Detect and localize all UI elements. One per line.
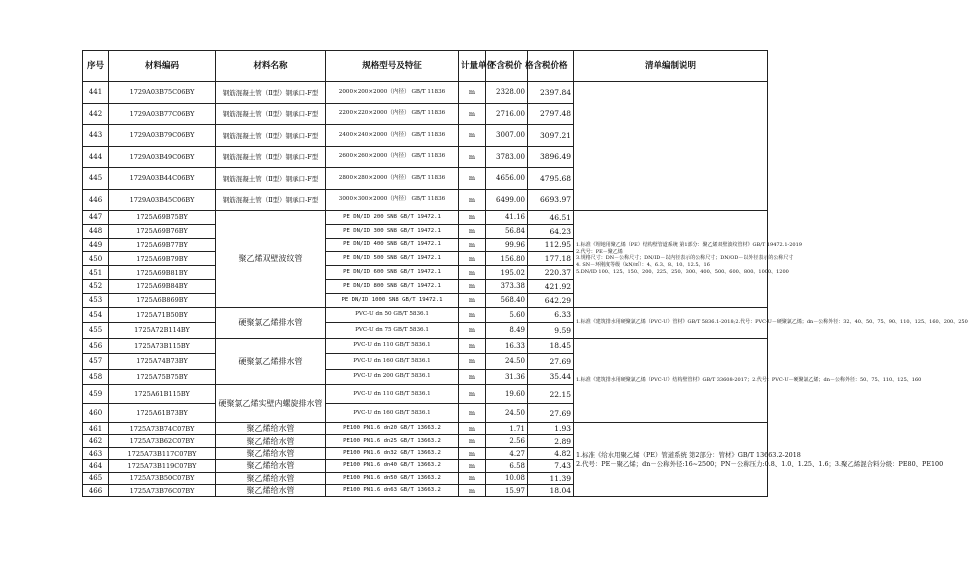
cell-unit: m [459, 485, 486, 497]
cell-spec: PE100 PN1.6 dn20 GB/T 13663.2 [326, 423, 459, 435]
cell-spec: PE DN/ID 400 SN8 GB/T 19472.1 [326, 238, 459, 252]
cell-seq: 465 [83, 472, 109, 484]
cell-unit: m [459, 125, 486, 147]
cell-spec: PE100 PN1.6 dn40 GB/T 13663.2 [326, 460, 459, 472]
materials-price-table [82, 50, 968, 497]
cell-seq: 451 [83, 266, 109, 280]
table-row [83, 307, 768, 323]
cell-unit: m [459, 338, 486, 354]
cell-price-in: 46.51 [528, 211, 574, 225]
table-row [83, 423, 768, 435]
cell-price-ex: 10.08 [486, 472, 528, 484]
cell-seq: 457 [83, 354, 109, 370]
cell-unit: m [459, 323, 486, 339]
cell-price-ex: 2716.00 [486, 103, 528, 125]
cell-price-ex: 3007.00 [486, 125, 528, 147]
cell-unit: m [459, 168, 486, 190]
cell-code: 1725A71B50BY [109, 307, 216, 323]
cell-spec: 2000×200×2000（内径） GB/T 11836 [326, 82, 459, 104]
cell-price-in: 18.04 [528, 485, 574, 497]
cell-unit: m [459, 293, 486, 307]
cell-name: 聚乙烯给水管 [216, 485, 326, 497]
cell-code: 1729A03B75C06BY [109, 82, 216, 104]
header-name: 材料名称 [216, 51, 326, 82]
cell-spec: PE100 PN1.6 dn25 GB/T 13663.2 [326, 435, 459, 447]
cell-price-ex: 4656.00 [486, 168, 528, 190]
cell-spec: PE DN/ID 500 SN8 GB/T 19472.1 [326, 252, 459, 266]
cell-spec: PVC-U dn 75 GB/T 5836.1 [326, 323, 459, 339]
cell-seq: 463 [83, 447, 109, 459]
cell-unit: m [459, 103, 486, 125]
cell-name: 硬聚氯乙烯排水管 [216, 338, 326, 385]
cell-price-ex: 2328.00 [486, 82, 528, 104]
cell-code: 1729A03B45C06BY [109, 189, 216, 211]
cell-name: 钢筋混凝土管（Ⅱ型）钢承口-F型 [216, 189, 326, 211]
cell-price-in: 27.69 [528, 404, 574, 423]
table-header [83, 51, 768, 82]
cell-seq: 441 [83, 82, 109, 104]
cell-price-ex: 6499.00 [486, 189, 528, 211]
cell-spec: PVC-U dn 160 GB/T 5836.1 [326, 354, 459, 370]
cell-seq: 455 [83, 323, 109, 339]
cell-name: 硬聚氯乙烯实壁内螺旋排水管 [216, 385, 326, 423]
cell-unit: m [459, 460, 486, 472]
cell-spec: PE DN/ID 200 SN8 GB/T 19472.1 [326, 211, 459, 225]
cell-code: 1729A03B49C06BY [109, 146, 216, 168]
cell-price-in: 6693.97 [528, 189, 574, 211]
cell-price-in: 112.95 [528, 238, 574, 252]
cell-price-ex: 373.38 [486, 279, 528, 293]
cell-price-in: 64.23 [528, 224, 574, 238]
cell-price-ex: 4.27 [486, 447, 528, 459]
header-price-ex-tax: 不含税价 格 [486, 51, 528, 82]
cell-name: 聚乙烯给水管 [216, 423, 326, 435]
cell-price-in: 2397.84 [528, 82, 574, 104]
cell-name: 钢筋混凝土管（Ⅱ型）钢承口-F型 [216, 103, 326, 125]
cell-price-ex: 5.60 [486, 307, 528, 323]
cell-code: 1729A03B77C06BY [109, 103, 216, 125]
cell-name: 钢筋混凝土管（Ⅱ型）钢承口-F型 [216, 168, 326, 190]
cell-code: 1729A03B44C06BY [109, 168, 216, 190]
cell-price-ex: 195.02 [486, 266, 528, 280]
cell-spec: PVC-U dn 50 GB/T 5836.1 [326, 307, 459, 323]
cell-unit: m [459, 82, 486, 104]
note-pe-water: 1.标准《给水用聚乙烯（PE）管道系统 第2部分：管材》GB/T 13663.2-2018 2.代号：PE－聚乙烯；dn－公称外径:16~2500；PN－公称压力:0.8、1.0、1.25、1.6；3.聚乙烯混合料分级：PE80、PE100 [574, 423, 768, 497]
cell-price-ex: 16.33 [486, 338, 528, 354]
cell-price-in: 220.37 [528, 266, 574, 280]
header-code: 材料编码 [109, 51, 216, 82]
cell-name: 钢筋混凝土管（Ⅱ型）钢承口-F型 [216, 125, 326, 147]
header-spec: 规格型号及特征 [326, 51, 459, 82]
cell-unit: m [459, 211, 486, 225]
cell-unit: m [459, 189, 486, 211]
cell-name: 钢筋混凝土管（Ⅱ型）钢承口-F型 [216, 82, 326, 104]
cell-unit: m [459, 307, 486, 323]
cell-unit: m [459, 385, 486, 404]
cell-price-ex: 41.16 [486, 211, 528, 225]
cell-code: 1725A73B115BY [109, 338, 216, 354]
cell-code: 1725A73B76C07BY [109, 485, 216, 497]
cell-price-ex: 15.97 [486, 485, 528, 497]
cell-price-ex: 156.80 [486, 252, 528, 266]
cell-spec: 2200×220×2000（内径） GB/T 11836 [326, 103, 459, 125]
cell-seq: 456 [83, 338, 109, 354]
cell-price-ex: 568.40 [486, 293, 528, 307]
cell-price-in: 2.89 [528, 435, 574, 447]
cell-price-ex: 1.71 [486, 423, 528, 435]
cell-unit: m [459, 404, 486, 423]
cell-price-in: 421.92 [528, 279, 574, 293]
cell-price-in: 3896.49 [528, 146, 574, 168]
cell-seq: 446 [83, 189, 109, 211]
cell-price-in: 22.15 [528, 385, 574, 404]
cell-price-in: 177.18 [528, 252, 574, 266]
cell-code: 1725A75B75BY [109, 369, 216, 385]
cell-price-ex: 24.50 [486, 404, 528, 423]
cell-price-in: 27.69 [528, 354, 574, 370]
cell-price-in: 7.43 [528, 460, 574, 472]
cell-name: 钢筋混凝土管（Ⅱ型）钢承口-F型 [216, 146, 326, 168]
cell-spec: 2400×240×2000（内径） GB/T 11836 [326, 125, 459, 147]
cell-spec: PE DN/ID 600 SN8 GB/T 19472.1 [326, 266, 459, 280]
cell-spec: PE DN/ID 800 SN8 GB/T 19472.1 [326, 279, 459, 293]
cell-seq: 453 [83, 293, 109, 307]
cell-spec: PE DN/ID 300 SN8 GB/T 19472.1 [326, 224, 459, 238]
cell-code: 1725A73B50C07BY [109, 472, 216, 484]
cell-unit: m [459, 472, 486, 484]
cell-name: 聚乙烯给水管 [216, 472, 326, 484]
cell-spec: PVC-U dn 200 GB/T 5836.1 [326, 369, 459, 385]
cell-spec: PVC-U dn 110 GB/T 5836.1 [326, 385, 459, 404]
cell-seq: 442 [83, 103, 109, 125]
cell-price-in: 18.45 [528, 338, 574, 354]
cell-code: 1725A61B73BY [109, 404, 216, 423]
header-seq: 序号 [83, 51, 109, 82]
cell-code: 1729A03B79C06BY [109, 125, 216, 147]
cell-seq: 462 [83, 435, 109, 447]
cell-spec: PE100 PN1.6 dn32 GB/T 13663.2 [326, 447, 459, 459]
cell-price-in: 11.39 [528, 472, 574, 484]
cell-name: 聚乙烯双壁波纹管 [216, 211, 326, 308]
cell-seq: 450 [83, 252, 109, 266]
cell-seq: 445 [83, 168, 109, 190]
cell-seq: 460 [83, 404, 109, 423]
cell-seq: 458 [83, 369, 109, 385]
cell-code: 1725A69B84BY [109, 279, 216, 293]
cell-spec: PVC-U dn 160 GB/T 5836.1 [326, 404, 459, 423]
cell-unit: m [459, 146, 486, 168]
cell-code: 1725A69B77BY [109, 238, 216, 252]
cell-spec: 2800×280×2000（内径） GB/T 11836 [326, 168, 459, 190]
cell-spec: PE DN/ID 1000 SN8 GB/T 19472.1 [326, 293, 459, 307]
cell-code: 1725A61B115BY [109, 385, 216, 404]
cell-seq: 449 [83, 238, 109, 252]
table-row [83, 338, 768, 354]
cell-seq: 454 [83, 307, 109, 323]
cell-price-in: 4795.68 [528, 168, 574, 190]
cell-price-ex: 24.50 [486, 354, 528, 370]
cell-code: 1725A69B81BY [109, 266, 216, 280]
cell-price-in: 9.59 [528, 323, 574, 339]
cell-code: 1725A72B114BY [109, 323, 216, 339]
cell-seq: 448 [83, 224, 109, 238]
cell-unit: m [459, 224, 486, 238]
cell-code: 1725A69B75BY [109, 211, 216, 225]
cell-price-in: 35.44 [528, 369, 574, 385]
cell-code: 1725A69B79BY [109, 252, 216, 266]
cell-unit: m [459, 238, 486, 252]
cell-price-ex: 8.49 [486, 323, 528, 339]
cell-spec: 2600×260×2000（内径） GB/T 11836 [326, 146, 459, 168]
cell-unit: m [459, 354, 486, 370]
cell-note-empty [574, 82, 768, 211]
cell-price-ex: 99.96 [486, 238, 528, 252]
cell-name: 硬聚氯乙烯排水管 [216, 307, 326, 338]
cell-seq: 459 [83, 385, 109, 404]
header-price-in-tax: 含税价格 [528, 51, 574, 82]
cell-price-in: 2797.48 [528, 103, 574, 125]
cell-price-in: 3097.21 [528, 125, 574, 147]
cell-code: 1725A74B73BY [109, 354, 216, 370]
cell-code: 1725A69B76BY [109, 224, 216, 238]
header-note: 清单编制说明 [574, 51, 768, 82]
table-row [83, 82, 768, 104]
cell-seq: 443 [83, 125, 109, 147]
cell-code: 1725A73B74C07BY [109, 423, 216, 435]
cell-price-in: 642.29 [528, 293, 574, 307]
header-unit: 计量单位 [459, 51, 486, 82]
cell-spec: PE100 PN1.6 dn50 GB/T 13663.2 [326, 472, 459, 484]
cell-name: 聚乙烯给水管 [216, 435, 326, 447]
note-pe-corrugated: 1.标准《埋地用聚乙烯（PE）结构壁管道系统 第1部分：聚乙烯双壁波纹管材》GB/T 19472.1-2019 2.代号：PE－聚乙烯 3.规格尺寸：DN－公称尺寸；DN/ID－以内径表示的公称尺寸；DN/OD－以外径表示的公称尺寸 4. SN－环刚度等级（kN/㎡）：4、6.3、8、10、12.5、16 5.DN/ID 100、125、150、200、225、250、300、400、500、600、800、1000、1200 [574, 211, 768, 308]
cell-name: 聚乙烯给水管 [216, 447, 326, 459]
cell-code: 1725A73B117C07BY [109, 447, 216, 459]
cell-unit: m [459, 447, 486, 459]
cell-price-ex: 31.36 [486, 369, 528, 385]
cell-price-ex: 2.56 [486, 435, 528, 447]
cell-price-in: 6.33 [528, 307, 574, 323]
cell-name: 聚乙烯给水管 [216, 460, 326, 472]
cell-seq: 444 [83, 146, 109, 168]
cell-price-ex: 19.60 [486, 385, 528, 404]
cell-price-ex: 56.84 [486, 224, 528, 238]
cell-spec: PVC-U dn 110 GB/T 5836.1 [326, 338, 459, 354]
cell-unit: m [459, 423, 486, 435]
cell-seq: 466 [83, 485, 109, 497]
cell-seq: 452 [83, 279, 109, 293]
note-pvc-spiral: 1.标准《建筑排水用硬聚氯乙烯（PVC-U）结构壁管材》GB/T 33608-2017；2.代号：PVC-U－硬聚氯乙烯；dn－公称外径：50、75、110、125、160 [574, 338, 768, 423]
cell-unit: m [459, 435, 486, 447]
cell-code: 1725A73B119C07BY [109, 460, 216, 472]
table-row [83, 211, 768, 225]
cell-seq: 464 [83, 460, 109, 472]
cell-price-in: 4.82 [528, 447, 574, 459]
cell-price-in: 1.93 [528, 423, 574, 435]
cell-code: 1725A73B62C07BY [109, 435, 216, 447]
cell-unit: m [459, 266, 486, 280]
cell-unit: m [459, 369, 486, 385]
cell-spec: PE100 PN1.6 dn63 GB/T 13663.2 [326, 485, 459, 497]
cell-code: 1725A6B869BY [109, 293, 216, 307]
cell-spec: 3000×300×2000（内径） GB/T 11836 [326, 189, 459, 211]
cell-unit: m [459, 252, 486, 266]
cell-price-ex: 6.58 [486, 460, 528, 472]
cell-seq: 461 [83, 423, 109, 435]
cell-price-ex: 3783.00 [486, 146, 528, 168]
cell-unit: m [459, 279, 486, 293]
note-pvc-drain: 1.标准《建筑排水用硬聚氯乙烯（PVC-U）管材》GB/T 5836.1-2018;2.代号：PVC-U－硬聚氯乙烯；dn－公称外径：32、40、50、75、90、110、125、160、200、250 [574, 307, 768, 338]
cell-seq: 447 [83, 211, 109, 225]
